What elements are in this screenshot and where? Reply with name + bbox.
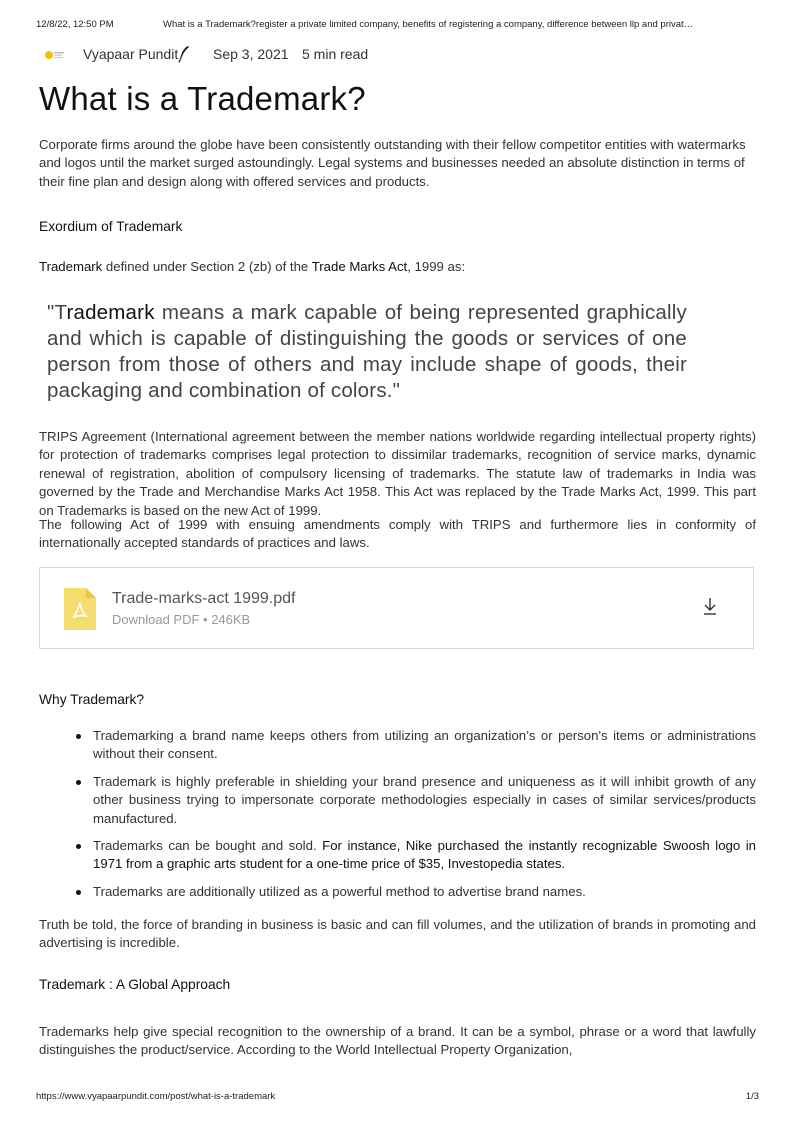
list-item (39, 837, 756, 874)
quote-rest: means a mark capable of being represented graphically and which is capable of distinguishing the goods or services of one person from those of others and may include shape of goods, their packaging and combination of colors." (47, 301, 687, 402)
global-heading: Trademark : A Global Approach (39, 977, 231, 992)
definition-term: Trademark (39, 259, 103, 274)
bullet-icon (76, 780, 81, 785)
definition-act: Trade Marks Act (311, 259, 408, 274)
author-name[interactable]: Vyapaar Pundit (83, 46, 179, 62)
bullet-icon (76, 844, 81, 849)
list-item-text-end: . (561, 856, 566, 872)
download-icon[interactable] (702, 596, 718, 616)
post-date: Sep 3, 2021 (213, 46, 289, 62)
list-item-text: Trademarking a brand name keeps others from utilizing an organization’s or person's items or administrations without their consent. (93, 728, 756, 762)
trips-paragraph-2: The following Act of 1999 with ensuing amendments comply with TRIPS and furthermore lies in conformity of internationally accepted standards of practices and laws. (39, 517, 756, 551)
why-heading: Why Trademark? (39, 692, 145, 707)
read-time: 5 min read (302, 46, 369, 62)
quote-open: "T (47, 301, 67, 324)
definition-quote (47, 300, 687, 404)
print-document-title: What is a Trademark?register a private limited company, benefits of registering a company, difference between llp and privat… (163, 19, 694, 30)
list-item (39, 773, 756, 828)
bullet-icon (76, 890, 81, 895)
list-item-text: Trademarks are additionally utilized as a powerful method to advertise brand names. (93, 883, 586, 899)
trips-paragraph: TRIPS Agreement (International agreement between the member nations worldwide regarding intellectual property rights) for protection of trademarks comprises legal protection to dissimilar trademarks, recognition of service marks, dynamic renewal of registration, abolition of compulsory licensing of trademarks. The statute law of trademarks in India was governed by the Trade and Merchandise Marks Act 1958. This Act was replaced by the Trade Marks Act, 1999. This part on Trademarks is based on the new Act of 1999. (39, 429, 756, 518)
page-title: What is a Trademark? (39, 80, 366, 117)
definition-middle: defined under Section 2 (zb) of the (102, 259, 312, 274)
pdf-file-icon (64, 588, 96, 630)
list-item-text: Trademark is highly preferable in shielding your brand presence and uniqueness as it will inhibit growth of any other business trying to impersonate corporate methodologies especially in cases of similar services/products manufactured. (93, 773, 756, 826)
list-item (39, 727, 756, 764)
author-avatar-icon[interactable] (44, 50, 66, 60)
definition-line (39, 258, 756, 276)
attachment-subtitle: Download PDF • 246KB (112, 612, 251, 627)
page-number: 1/3 (745, 1091, 759, 1102)
list-item (39, 883, 756, 901)
definition-end: , 1999 as: (407, 259, 466, 274)
why-bullet-list (39, 727, 756, 910)
quote-term: rademark (66, 301, 155, 324)
writer-badge-icon (177, 45, 191, 63)
bullet-icon (76, 734, 81, 739)
pdf-attachment-card[interactable] (39, 567, 754, 649)
print-url: https://www.vyapaarpundit.com/post/what-is-a-trademark (36, 1091, 276, 1102)
list-item-text: Trademarks can be bought and sold. (93, 838, 323, 854)
nike-example-link[interactable]: For instance, Nike purchased the instantly recognizable Swoosh logo in 1971 from a graphic arts student for a one-time price of $35, Investopedia states (93, 838, 756, 872)
attachment-file-name[interactable]: Trade-marks-act 1999.pdf (112, 590, 296, 607)
global-paragraph: Trademarks help give special recognition to the ownership of a brand. It can be a symbol, phrase or a word that lawfully distinguishes the product/service. According to the World Intellectual Property Organization, (39, 1024, 756, 1058)
intro-paragraph: Corporate firms around the globe have been consistently outstanding with their fellow competitor entities with watermarks and logos until the market surged astoundingly. Legal systems and businesses needed an absolute distinction in terms of their fine plan and design along with offered services and products. (39, 137, 746, 189)
truth-paragraph: Truth be told, the force of branding in business is basic and can fill volumes, and the utilization of brands in promoting and advertising is incredible. (39, 917, 756, 951)
exordium-heading: Exordium of Trademark (39, 219, 183, 234)
print-timestamp: 12/8/22, 12:50 PM (36, 19, 114, 30)
